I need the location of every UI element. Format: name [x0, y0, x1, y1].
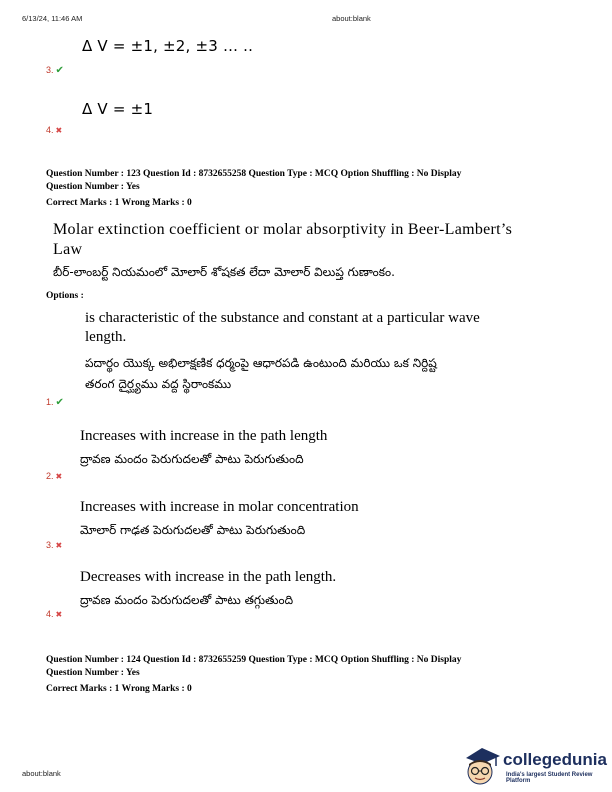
option-text-line: is characteristic of the substance and constant at a particular wave — [85, 310, 480, 326]
meta-line: Question Number : 124 Question Id : 8732655259 Question Type : MCQ Option Shuffling : No Display — [46, 655, 462, 665]
option-2-english: Increases with increase in the path length — [80, 428, 328, 444]
mascot-icon — [460, 744, 502, 788]
option-number: 4. — [46, 125, 54, 135]
wrong-cross-icon: ✖ — [55, 541, 63, 550]
option-4-marker — [46, 604, 62, 622]
option-number: 3. — [46, 540, 54, 550]
meta-line: Question Number : 123 Question Id : 8732655258 Question Type : MCQ Option Shuffling : No Display — [46, 169, 462, 179]
option-1-telugu — [85, 353, 437, 395]
question-text-line: Law — [53, 241, 83, 258]
option-3-formula: Δ V = ±1, ±2, ±3 … .. — [82, 37, 254, 55]
correct-check-icon: ✔ — [55, 397, 64, 408]
wrong-cross-icon: ✖ — [55, 472, 63, 481]
option-3-marker — [46, 60, 64, 78]
question-123-meta — [46, 168, 461, 210]
meta-line: Correct Marks : 1 Wrong Marks : 0 — [46, 684, 192, 694]
options-label: Options : — [46, 291, 84, 301]
option-2-marker — [46, 466, 62, 484]
question-text-english — [53, 220, 512, 260]
wrong-cross-icon: ✖ — [55, 610, 63, 619]
question-124-meta — [46, 654, 461, 696]
print-title: about:blank — [332, 14, 371, 23]
option-number: 1. — [46, 397, 54, 407]
print-footer-url: about:blank — [22, 769, 61, 778]
print-datetime: 6/13/24, 11:46 AM — [22, 14, 83, 23]
option-text-line: పదార్థం యొక్క అభిలాక్షణిక ధర్మంపై ఆధారపడి ఉంటుంది మరియు ఒక నిర్దిష్ట — [85, 356, 437, 370]
option-4-english: Decreases with increase in the path length. — [80, 569, 337, 585]
meta-line: Question Number : Yes — [46, 668, 140, 678]
meta-line: Question Number : Yes — [46, 182, 140, 192]
question-text-telugu: బీర్-లాంబర్ట్ నియమంలో మోలార్ శోషకత లేదా మోలార్ విలుప్త గుణాంకం. — [53, 265, 395, 279]
correct-check-icon: ✔ — [55, 65, 64, 76]
logo-wordmark: collegedunia — [503, 750, 607, 769]
collegedunia-logo — [460, 744, 610, 788]
option-number: 2. — [46, 471, 54, 481]
option-text-line: తరంగ దైర్ఘ్యము వద్ద స్థిరాంకము — [85, 377, 232, 391]
wrong-cross-icon: ✖ — [55, 126, 63, 135]
option-3-english: Increases with increase in molar concentration — [80, 499, 359, 515]
option-number: 4. — [46, 609, 54, 619]
option-2-telugu: ద్రావణ మందం పెరుగుదలతో పాటు పెరుగుతుంది — [80, 452, 304, 466]
meta-line: Correct Marks : 1 Wrong Marks : 0 — [46, 198, 192, 208]
option-3-marker — [46, 535, 62, 553]
option-3-telugu: మోలార్ గాఢత పెరుగుదలతో పాటు పెరుగుతుంది — [80, 523, 306, 537]
option-4-marker — [46, 120, 62, 138]
question-text-line: Molar extinction coefficient or molar absorptivity in Beer-Lambert’s — [53, 221, 513, 238]
option-1-english — [85, 309, 480, 347]
option-1-marker — [46, 392, 64, 410]
option-number: 3. — [46, 65, 54, 75]
option-4-telugu: ద్రావణ మందం పెరుగుదలతో పాటు తగ్గుతుంది — [80, 593, 294, 607]
logo-tagline: India's largest Student Review Platform — [506, 772, 593, 784]
option-text-line: length. — [85, 329, 127, 345]
option-4-formula: Δ V = ±1 — [82, 100, 154, 118]
